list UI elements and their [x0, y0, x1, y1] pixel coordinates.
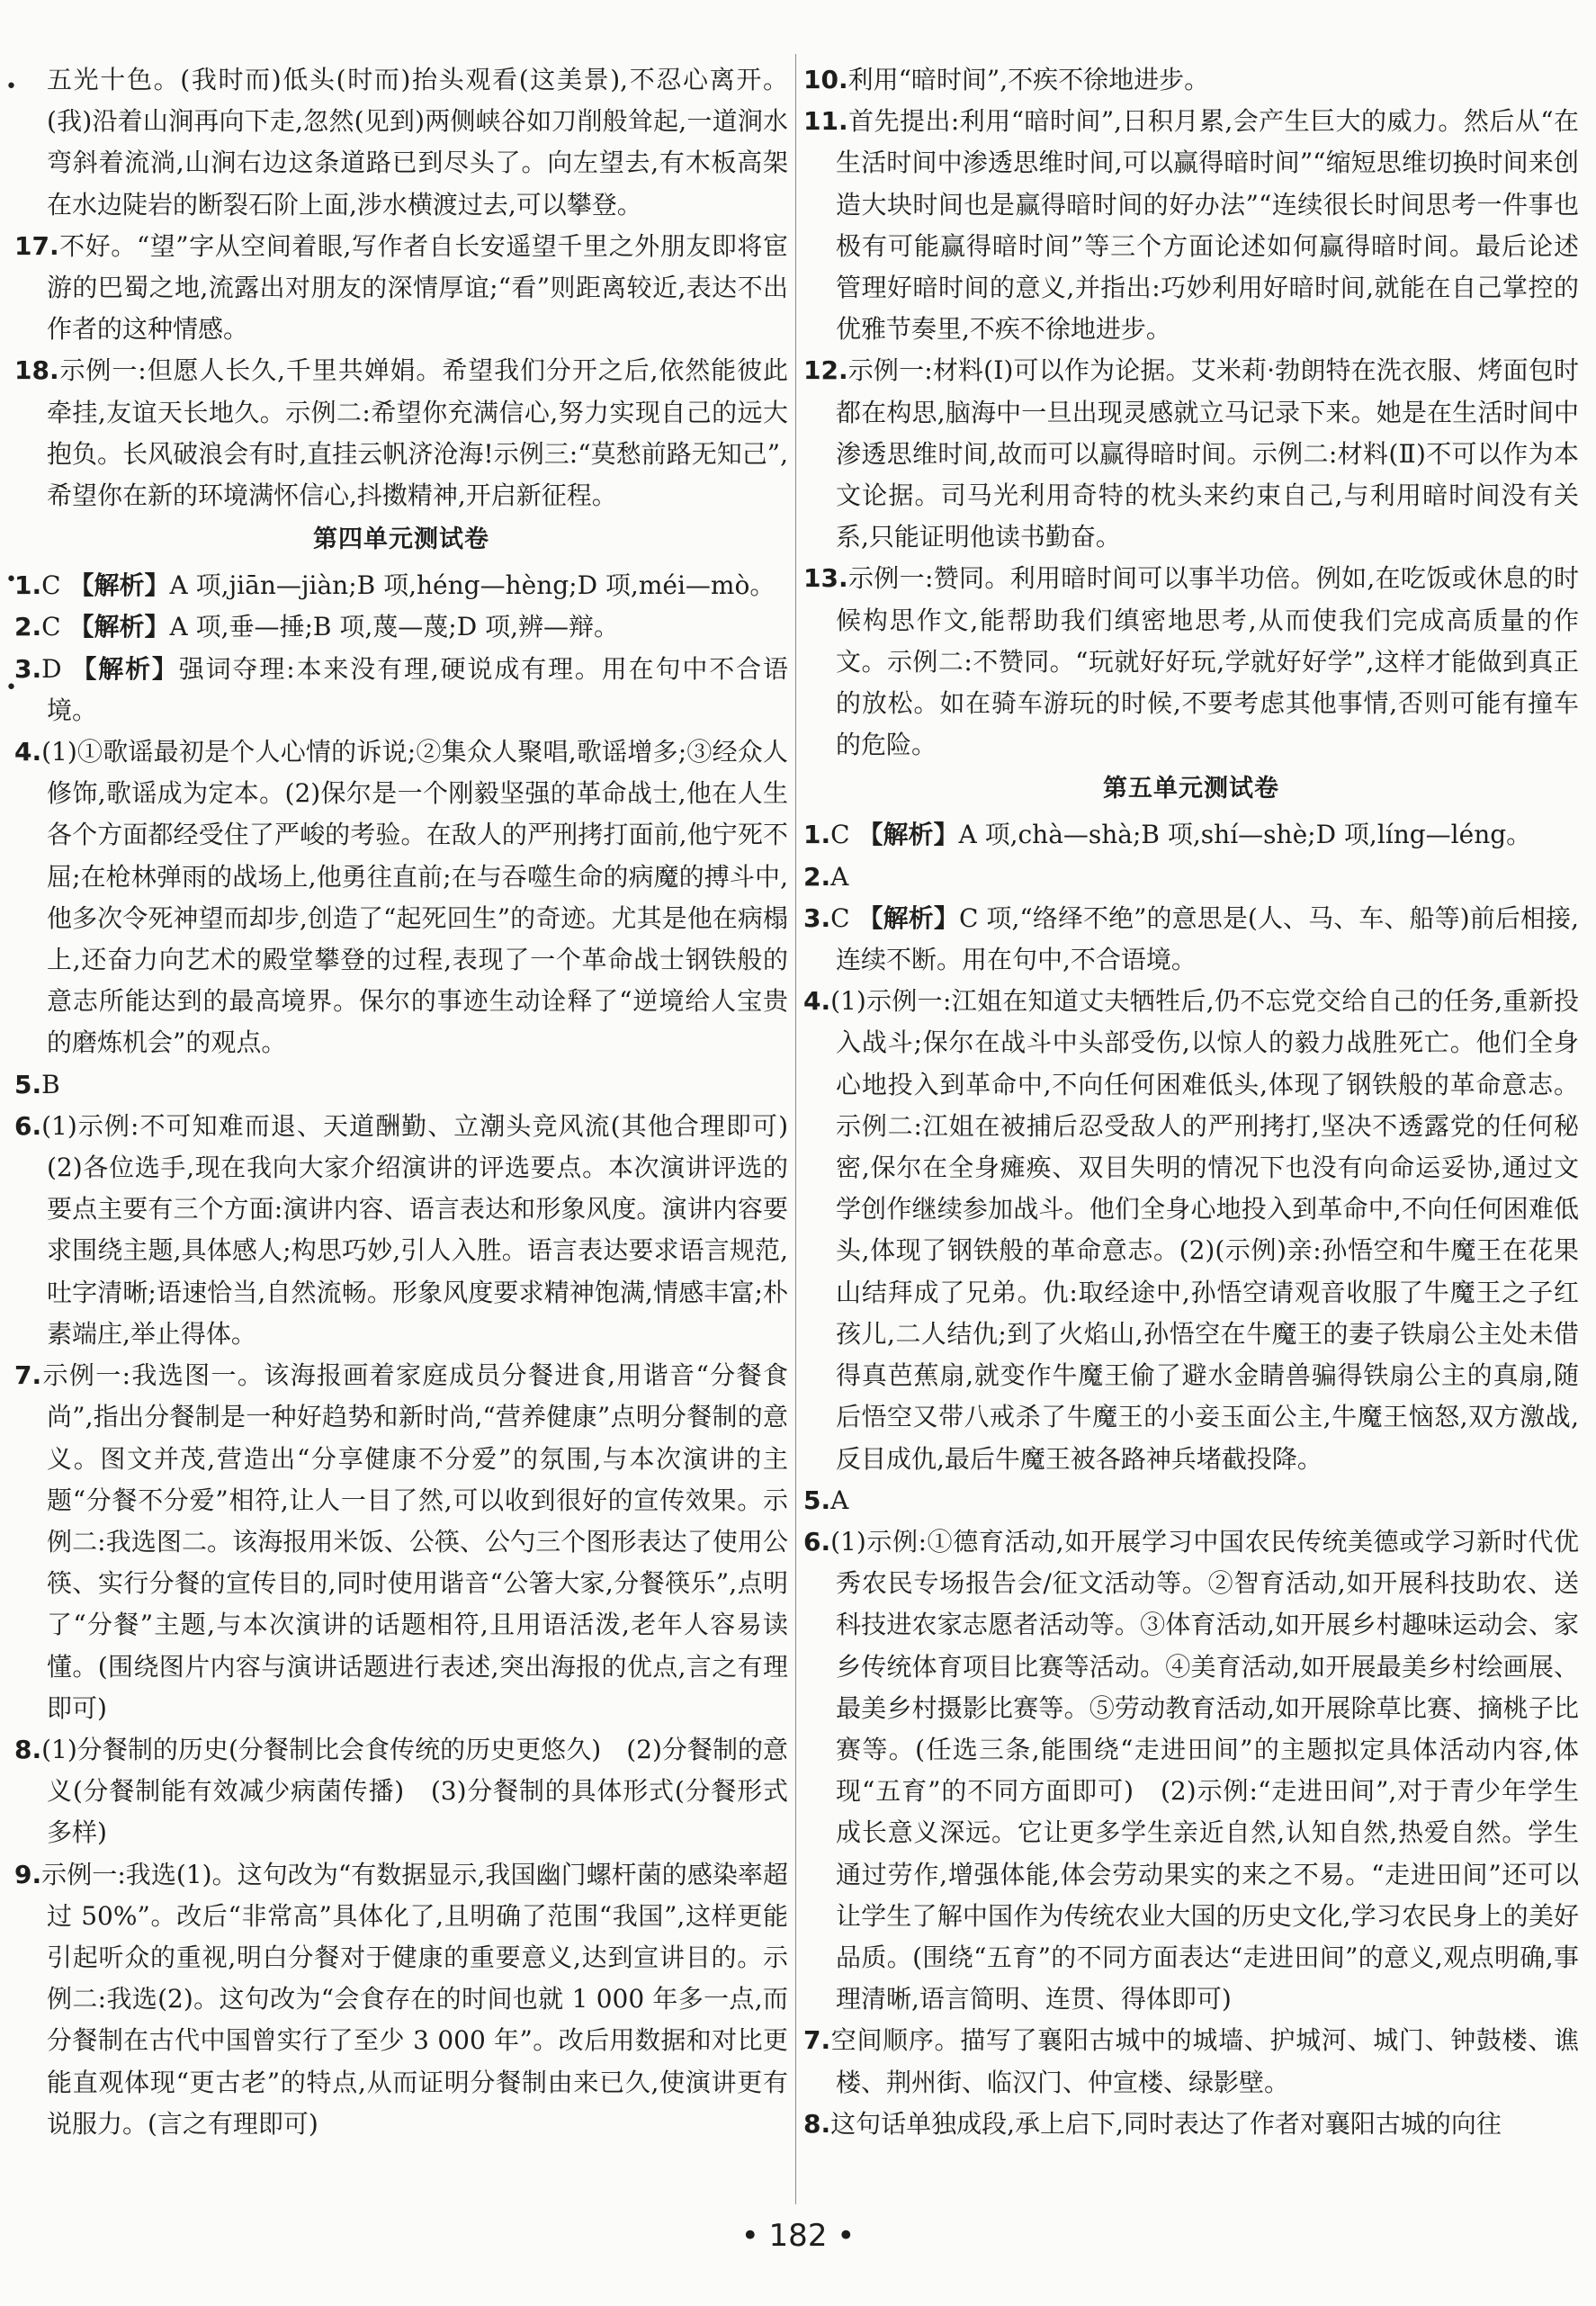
- answer-item: [14, 1355, 788, 1729]
- item-text: (1)示例一:江姐在知道丈夫牺牲后,仍不忘党交给自己的任务,重新投入战斗;保尔在战斗中头部受伤,以惊人的毅力战胜死亡。他们全身心地投入到革命中,不向任何困难低头,体现了钢铁般的革命意志。示例二:江姐在被捕后忍受敌人的严刑拷打,坚决不透露党的任何秘密,保尔在全身瘫痪、双目失明的情况下也没有向命运妥协,通过文学创作继续参加战斗。他们全身心地投入到革命中,不向任何困难低头,体现了钢铁般的革命意志。(2)(示例)亲:孙悟空和牛魔王在花果山结拜成了兄弟。仇:取经途中,孙悟空请观音收服了牛魔王之子红孩儿,二人结仇;到了火焰山,孙悟空在牛魔王的妻子铁扇公主处未借得真芭蕉扇,就变作牛魔王偷了避水金睛兽骗得铁扇公主的真扇,随后悟空又带八戒杀了牛魔王的小妾玉面公主,牛魔王恼怒,双方激战,反目成仇,最后牛魔王被各路神兵堵截投降。: [830, 986, 1579, 1474]
- answer-item: [14, 1106, 814, 1355]
- item-number: 2.: [14, 612, 42, 642]
- analysis-tag: 【解析】: [68, 612, 170, 642]
- item-number: 1.: [14, 570, 42, 601]
- item-text: 示例一:我选图一。该海报画着家庭成员分餐进食,用谐音“分餐食尚”,指出分餐制是一种好趋势和新时尚,“营养健康”点明分餐制的意义。图文并茂,营造出“分享健康不分爱”的氛围,与本次演讲的主题“分餐不分爱”相符,让人一目了然,可以收到很好的宣传效果。示例二:我选图二。该海报用米饭、公筷、公勺三个图形表达了使用公筷、实行分餐的宣传目的,同时使用谐音“公箸大家,分餐筷乐”,点明了“分餐”主题,与本次演讲的话题相符,且用语活泼,老年人容易读懂。(围绕图片内容与演讲话题进行表述,突出海报的优点,言之有理即可): [41, 1360, 788, 1723]
- item-text: 示例一:赞同。利用暗时间可以事半功倍。例如,在吃饭或休息的时候构思作文,能帮助我们缜密地思考,从而使我们完成高质量的作文。示例二:不赞同。“玩就好好玩,学就好好学”,这样才能做到真正的放松。如在骑车游玩的时候,不要考虑其他事情,否则可能有撞车的危险。: [836, 563, 1579, 760]
- item-number: 8.: [14, 1734, 42, 1764]
- right-pre-items: [803, 59, 1579, 766]
- item-number: 3.: [14, 653, 42, 684]
- answer-item: [14, 606, 788, 648]
- item-number: 2.: [803, 861, 831, 892]
- item-text: A: [830, 1485, 849, 1515]
- answer-choice: C: [830, 902, 858, 933]
- answer-item: [14, 1854, 788, 2145]
- item-number: 6.: [803, 1526, 831, 1557]
- item-number: 18.: [14, 355, 59, 386]
- analysis-tag: 【解析】: [857, 820, 959, 850]
- answer-item: [14, 731, 788, 1064]
- item-number: 13.: [803, 563, 848, 594]
- answer-item: [803, 981, 1579, 1479]
- item-text: 空间顺序。描写了襄阳古城中的城墙、护城河、城门、钟鼓楼、谯楼、荆州街、临汉门、仲宣楼、绿影壁。: [830, 2025, 1579, 2097]
- item-number: 1.: [803, 820, 831, 850]
- item-text: 示例一:我选(1)。这句改为“有数据显示,我国幽门螺杆菌的感染率超过 50%”。改后“非常高”具体化了,且明确了范围“我国”,这样更能引起听众的重视,明白分餐对于健康的重要意义,达到宣讲目的。示例二:我选(2)。这句改为“会食存在的时间也就 1 000 年多一点,而分餐制在古代中国曾实行了至少 3 000 年”。改后用数据和对比更能直观体现“更古老”的特点,从而证明分餐制由来已久,使演讲更有说服力。(言之有理即可): [41, 1859, 788, 2139]
- answer-item: [14, 1064, 788, 1106]
- item-number: 4.: [14, 737, 42, 767]
- item-text: 利用“暗时间”,不疾不徐地进步。: [847, 65, 1210, 94]
- answer-item: [14, 226, 788, 351]
- item-number: 5.: [803, 1485, 831, 1515]
- item-number: 10.: [803, 65, 848, 94]
- item-number: 11.: [803, 106, 848, 137]
- item-text: A 项,垂—捶;B 项,蔑—蔑;D 项,辨—辩。: [169, 612, 619, 642]
- item-number: 9.: [14, 1859, 42, 1889]
- continuation-text: 五光十色。(我时而)低头(时而)抬头观看(这美景),不忍心离开。(我)沿着山涧再向下走,忽然(见到)两侧峡谷如刀削般耸起,一道涧水弯斜着流淌,山涧右边这条道路已到尽头了。向左望去,有木板高架在水边陡岩的断裂石阶上面,涉水横渡过去,可以攀登。: [47, 65, 788, 220]
- answer-item: [14, 1729, 788, 1854]
- section-title-unit5: 第五单元测试卷: [1103, 775, 1279, 803]
- page-number: • 182 •: [740, 2218, 856, 2254]
- unit5-answers: [803, 814, 1579, 2145]
- answer-choice: C: [41, 570, 69, 601]
- item-number: 7.: [803, 2025, 831, 2056]
- item-text: 这句话单独成段,承上启下,同时表达了作者对襄阳古城的向往: [830, 2108, 1502, 2139]
- item-text: A: [830, 861, 849, 892]
- item-text: 强词夺理:本来没有理,硬说成有理。用在句中不合语境。: [47, 653, 788, 725]
- item-number: 3.: [803, 902, 831, 933]
- unit4-answers: [14, 565, 814, 2145]
- item-text: (1)示例:①德育活动,如开展学习中国农民传统美德或学习新时代优秀农民专场报告会/征文活动等。②智育活动,如开展科技助农、送科技进农家志愿者活动等。③体育活动,如开展乡村趣味运动会、家乡传统体育项目比赛等活动。④美育活动,如开展最美乡村绘画展、最美乡村摄影比赛等。⑤劳动教育活动,如开展除草比赛、摘桃子比赛等。(任选三条,能围绕“走进田间”的主题拟定具体活动内容,体现“五育”的不同方面即可) (2)示例:“走进田间”,对于青少年学生成长意义深远。它让更多学生亲近自然,认知自然,热爱自然。学生通过劳作,增强体能,体会劳动果实的来之不易。“走进田间”还可以让学生了解中国作为传统农业大国的历史文化,学习农民身上的美好品质。(围绕“五育”的不同方面表达“走进田间”的意义,观点明确,事理清晰,语言简明、连贯、得体即可): [830, 1526, 1579, 2014]
- item-text: A 项,chà—shà;B 项,shí—shè;D 项,líng—léng。: [958, 820, 1532, 850]
- answer-item: [803, 1521, 1579, 2020]
- answer-choice: D: [41, 653, 72, 684]
- answer-choice: C: [41, 612, 69, 642]
- item-number: 12.: [803, 355, 848, 386]
- margin-mark: •: [5, 76, 17, 98]
- section-title-unit4: 第四单元测试卷: [313, 525, 489, 554]
- item-text: 示例一:但愿人长久,千里共婵娟。希望我们分开之后,依然能彼此牵挂,友谊天长地久。示例二:希望你充满信心,努力实现自己的远大抱负。长风破浪会有时,直挂云帆济沧海!示例三:“莫愁前路无知己”,希望你在新的环境满怀信心,抖擞精神,开启新征程。: [47, 355, 788, 511]
- item-text: A 项,jiān—jiàn;B 项,héng—hèng;D 项,méi—mò。: [169, 570, 776, 601]
- item-text: 不好。“望”字从空间着眼,写作者自长安遥望千里之外朋友即将宦游的巴蜀之地,流露出对朋友的深情厚谊;“看”则距离较近,表达不出作者的这种情感。: [47, 230, 788, 345]
- item-text: B: [41, 1069, 60, 1099]
- margin-mark: •: [5, 677, 17, 699]
- item-number: 17.: [14, 230, 59, 261]
- answer-item: [803, 1480, 1579, 1521]
- item-text: (1)示例:不可知难而退、天道酬勤、立潮头竞风流(其他合理即可) (2)各位选手,现在我向大家介绍演讲的评选要点。本次演讲评选的要点主要有三个方面:演讲内容、语言表达和形象风度。演讲内容要求围绕主题,具体感人;构思巧妙,引人入胜。语言表达要求语言规范,吐字清晰;语速恰当,自然流畅。形象风度要求精神饱满,情感丰富;朴素端庄,举止得体。: [41, 1110, 814, 1349]
- item-text: 示例一:材料(Ⅰ)可以作为论据。艾米莉·勃朗特在洗衣服、烤面包时都在构思,脑海中一旦出现灵感就立马记录下来。她是在生活时间中渗透思维时间,故而可以赢得暗时间。示例二:材料(Ⅱ)不可以作为本文论据。司马光利用奇特的枕头来约束自己,与利用暗时间没有关系,只能证明他读书勤奋。: [836, 355, 1579, 552]
- answer-item: [803, 350, 1579, 558]
- right-column: [803, 59, 1579, 2145]
- item-text: C 项,“络绎不绝”的意思是(人、马、车、船等)前后相接,连续不断。用在句中,不合语境。: [836, 902, 1579, 975]
- item-number: 6.: [14, 1110, 42, 1141]
- answer-item: [803, 101, 1579, 350]
- answer-item: [803, 814, 1579, 856]
- answer-item: [803, 857, 1579, 898]
- analysis-tag: 【解析】: [857, 902, 959, 933]
- answer-item: [803, 558, 1579, 766]
- item-text: 首先提出:利用“暗时间”,日积月累,会产生巨大的威力。然后从“在生活时间中渗透思维时间,可以赢得暗时间”“缩短思维切换时间来创造大块时间也是赢得暗时间的好办法”“连续很长时间思考一件事也极有可能赢得暗时间”等三个方面论述如何赢得暗时间。最后论述管理好暗时间的意义,并指出:巧妙利用好暗时间,就能在自己掌控的优雅节奏里,不疾不徐地进步。: [836, 106, 1579, 345]
- left-pre-items: [14, 226, 788, 516]
- item-number: 7.: [14, 1360, 42, 1391]
- answer-item: [803, 898, 1579, 981]
- answer-item: [14, 565, 788, 606]
- left-column: [14, 59, 814, 2145]
- item-number: 8.: [803, 2108, 831, 2139]
- answer-item: [803, 2020, 1579, 2103]
- margin-mark: •: [5, 569, 17, 591]
- answer-item: [803, 59, 1579, 101]
- item-text: (1)分餐制的历史(分餐制比会食传统的历史更悠久) (2)分餐制的意义(分餐制能有效减少病菌传播) (3)分餐制的具体形式(分餐形式多样): [41, 1734, 788, 1848]
- analysis-tag: 【解析】: [71, 653, 179, 684]
- answer-item: [14, 350, 788, 516]
- item-number: 5.: [14, 1069, 42, 1099]
- answer-item: [14, 649, 788, 731]
- item-number: 4.: [803, 986, 831, 1017]
- analysis-tag: 【解析】: [68, 570, 170, 601]
- answer-choice: C: [830, 820, 858, 850]
- item-text: (1)①歌谣最初是个人心情的诉说;②集众人聚唱,歌谣增多;③经众人修饰,歌谣成为定本。(2)保尔是一个刚毅坚强的革命战士,他在人生各个方面都经受住了严峻的考验。在敌人的严刑拷打面前,他宁死不屈;在枪林弹雨的战场上,他勇往直前;在与吞噬生命的病魔的搏斗中,他多次令死神望而却步,创造了“起死回生”的奇迹。尤其是他在病榻上,还奋力向艺术的殿堂攀登的过程,表现了一个革命战士钢铁般的意志所能达到的最高境界。保尔的事迹生动诠释了“逆境给人宝贵的磨炼机会”的观点。: [41, 737, 788, 1058]
- answer-item: [803, 2104, 1579, 2145]
